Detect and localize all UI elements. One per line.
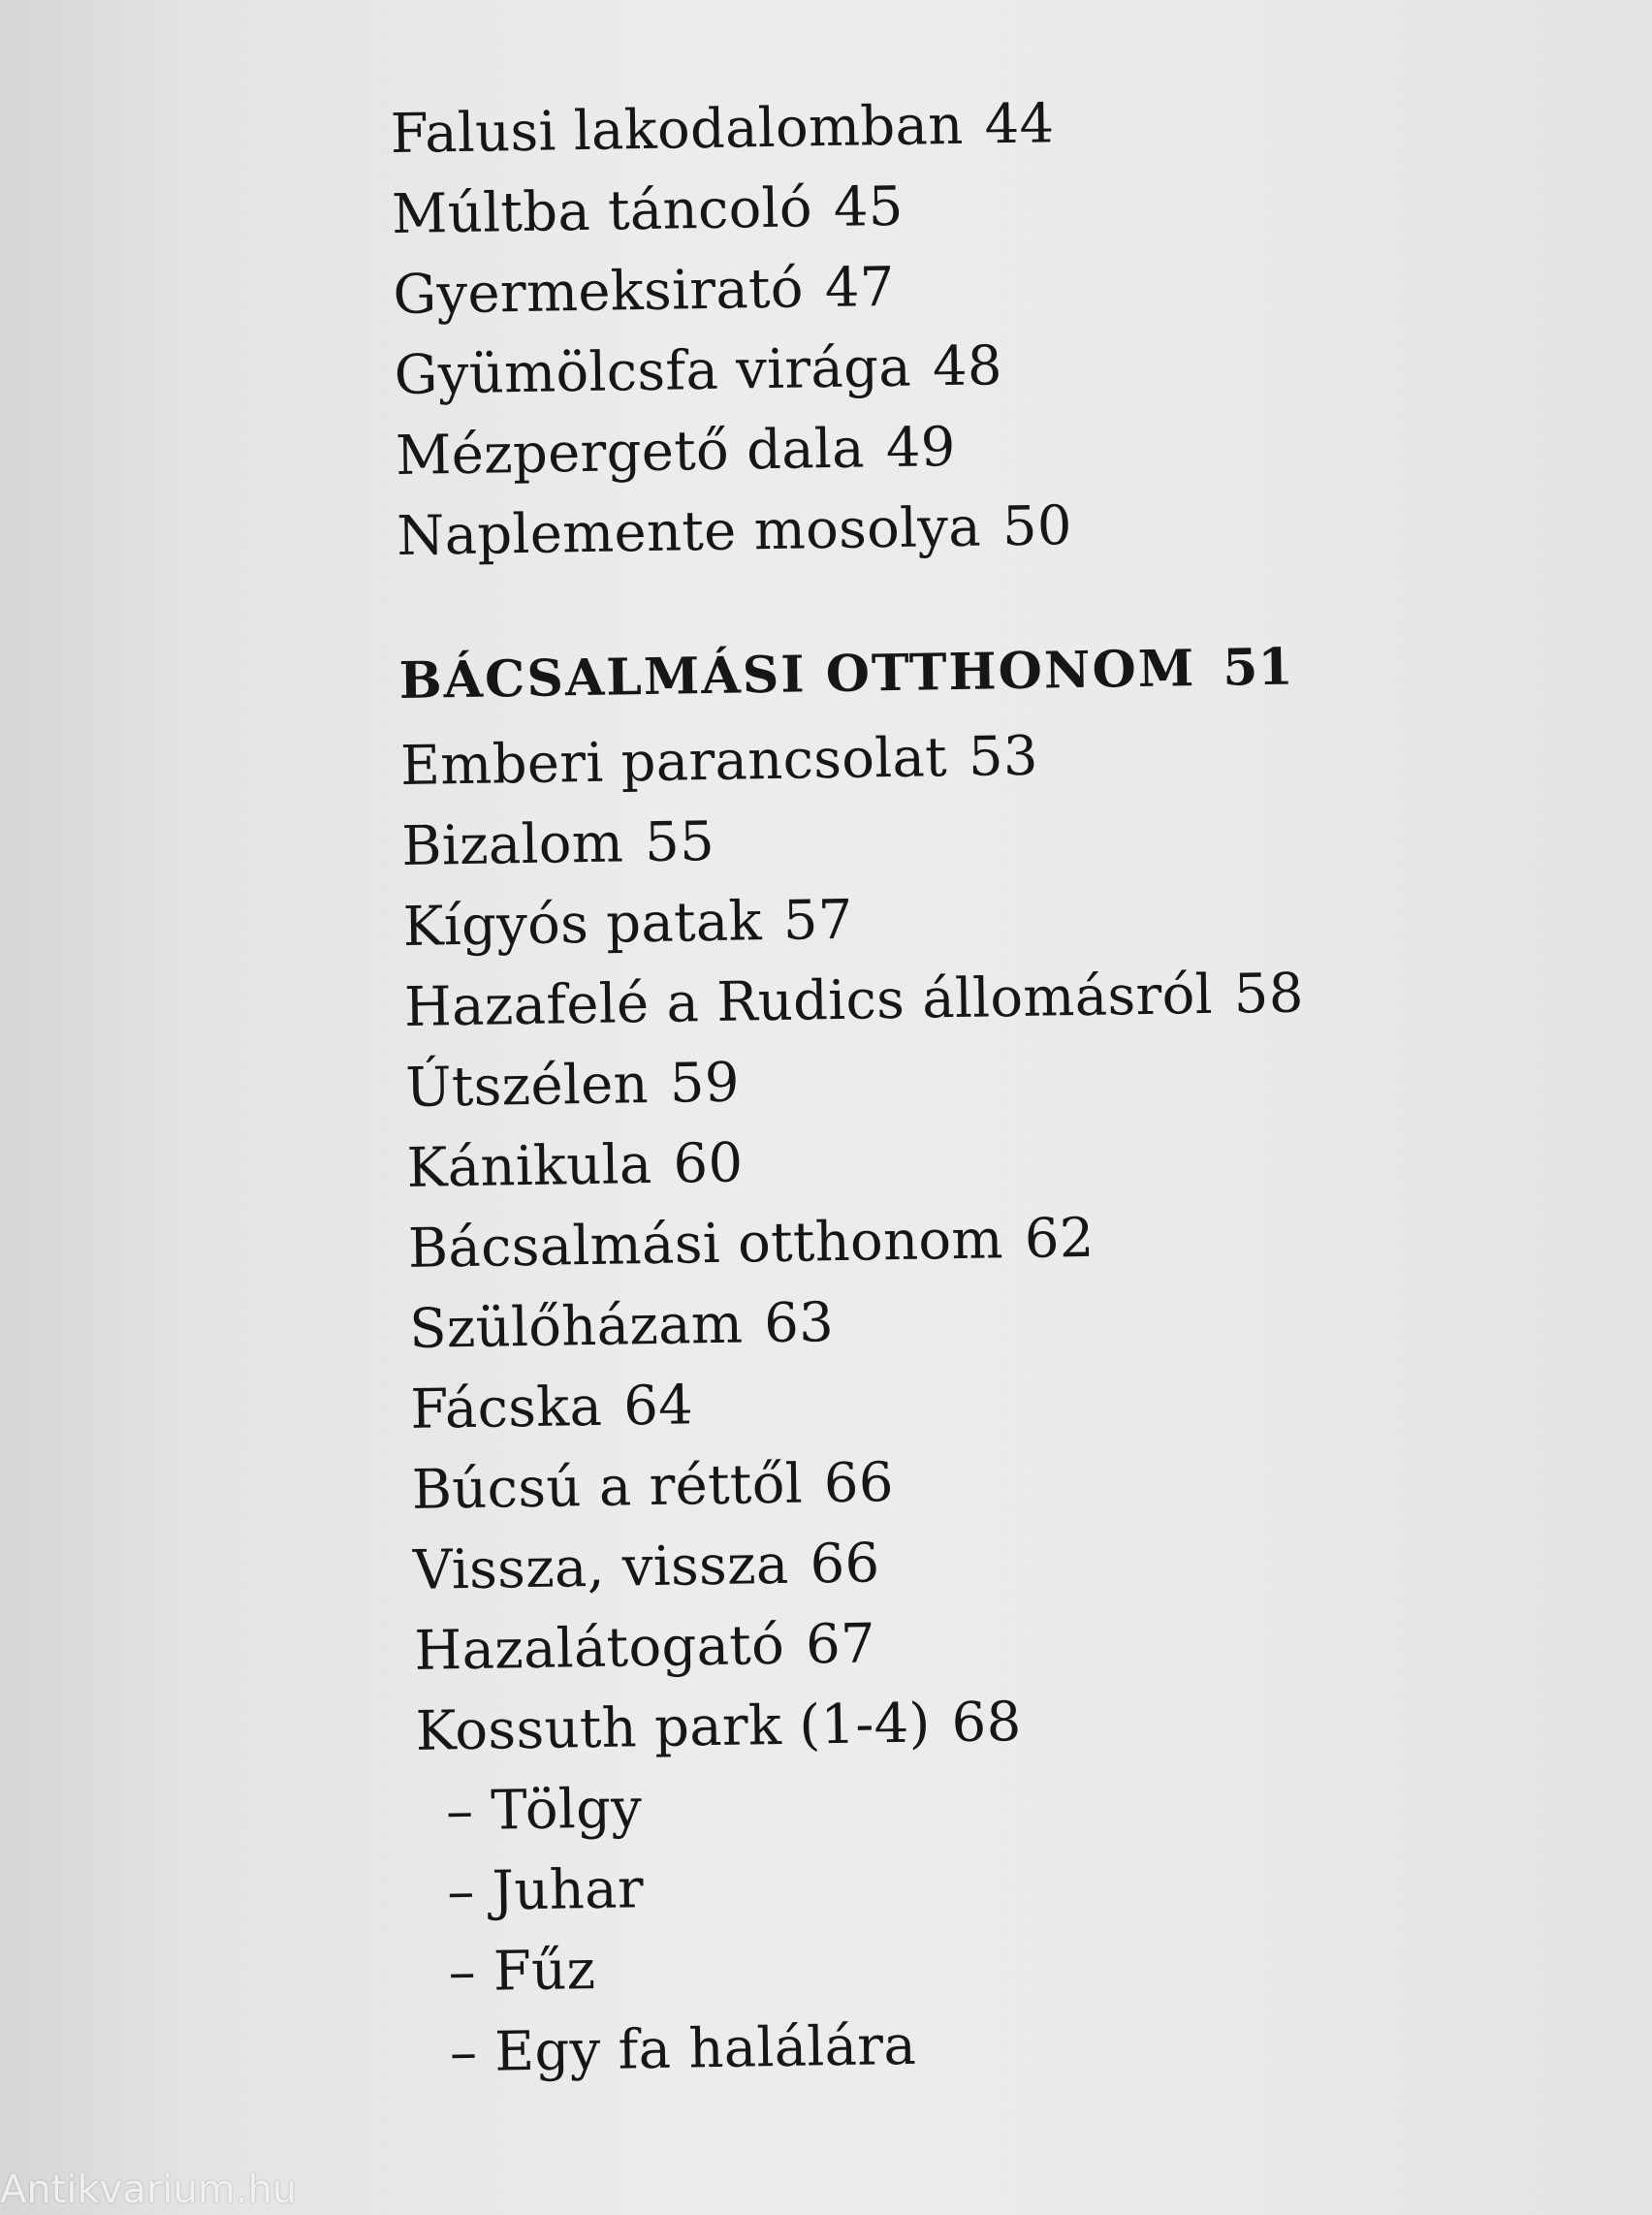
toc-subitem-title: Tölgy	[490, 1777, 643, 1843]
toc-entry-page: 47	[824, 255, 896, 321]
toc-group-2	[399, 710, 1434, 1771]
toc-entry-page: 57	[782, 888, 854, 953]
toc-subitem	[445, 1756, 1435, 1851]
toc-entry-title: Múltba táncoló	[391, 176, 813, 247]
toc-entry-page: 48	[932, 334, 1003, 399]
toc-entry-title: Kígyós patak	[402, 890, 763, 959]
toc-entry-title: Hazafelé a Rudics állomásról	[403, 963, 1214, 1039]
dash-marker: –	[446, 1859, 476, 1924]
toc-entry-page: 58	[1233, 962, 1305, 1027]
toc-entry-title: Hazalátogató	[413, 1613, 785, 1683]
toc-entry-page: 66	[810, 1532, 880, 1597]
table-of-contents	[390, 79, 1439, 2094]
section-heading	[398, 621, 1417, 726]
toc-entry-title: Bácsalmási otthonom	[407, 1208, 1004, 1281]
toc-subitem-title: Juhar	[492, 1857, 645, 1923]
toc-subitem-title: Fűz	[492, 1938, 596, 2004]
toc-entry-page: 67	[805, 1612, 876, 1677]
toc-entry-title: Mézpergető dala	[395, 417, 866, 489]
toc-entry-page: 53	[968, 724, 1039, 789]
toc-subitem-title: Egy fa halálára	[493, 2013, 917, 2084]
toc-subitem	[447, 1836, 1437, 1932]
toc-entry-page: 45	[833, 174, 905, 239]
watermark: Antikvarium.hu	[0, 2168, 298, 2212]
toc-entry-page: 55	[644, 809, 715, 875]
toc-group-1	[390, 79, 1415, 577]
toc-entry-page: 60	[672, 1131, 744, 1196]
toc-entry-page: 68	[951, 1691, 1023, 1756]
toc-entry-title: Falusi lakodalomban	[390, 93, 965, 167]
toc-entry-title: Kossuth park (1-4)	[415, 1692, 932, 1763]
section-heading-page: 51	[1222, 637, 1294, 698]
toc-entry-page: 50	[1001, 494, 1073, 559]
toc-entry-page: 59	[669, 1051, 741, 1116]
toc-entry-page: 49	[885, 415, 957, 481]
dash-marker: –	[449, 2020, 478, 2085]
toc-entry-title: Vissza, vissza	[412, 1533, 790, 1602]
toc-entry-title: Útszélen	[404, 1053, 650, 1120]
dash-marker: –	[445, 1779, 474, 1844]
toc-entry	[403, 951, 1422, 1047]
toc-subitems	[416, 1756, 1439, 2093]
toc-subitem	[448, 1916, 1438, 2012]
section-heading-title: BÁCSALMÁSI OTTHONOM	[398, 639, 1196, 711]
toc-entry-page: 44	[984, 92, 1055, 157]
toc-entry-page: 63	[763, 1291, 835, 1356]
toc-entry-page: 64	[622, 1374, 694, 1439]
dash-marker: –	[448, 1940, 477, 2005]
toc-entry-title: Gyümölcsfa virága	[394, 335, 912, 408]
toc-subitem	[449, 1997, 1439, 2093]
toc-entry-title: Búcsú a réttől	[411, 1452, 804, 1522]
toc-entry-title: Fácska	[410, 1375, 603, 1441]
toc-entry-title: Naplemente mosolya	[396, 495, 982, 569]
toc-entry-title: Kánikula	[406, 1132, 652, 1200]
toc-entry-page: 66	[823, 1451, 895, 1516]
toc-entry-title: Szülőházam	[408, 1292, 744, 1361]
toc-entry-title: Bizalom	[400, 811, 624, 878]
toc-entry-title: Gyermeksirató	[392, 257, 805, 328]
toc-entry-title: Emberi parancsolat	[399, 726, 948, 798]
toc-entry-page: 62	[1024, 1206, 1096, 1271]
